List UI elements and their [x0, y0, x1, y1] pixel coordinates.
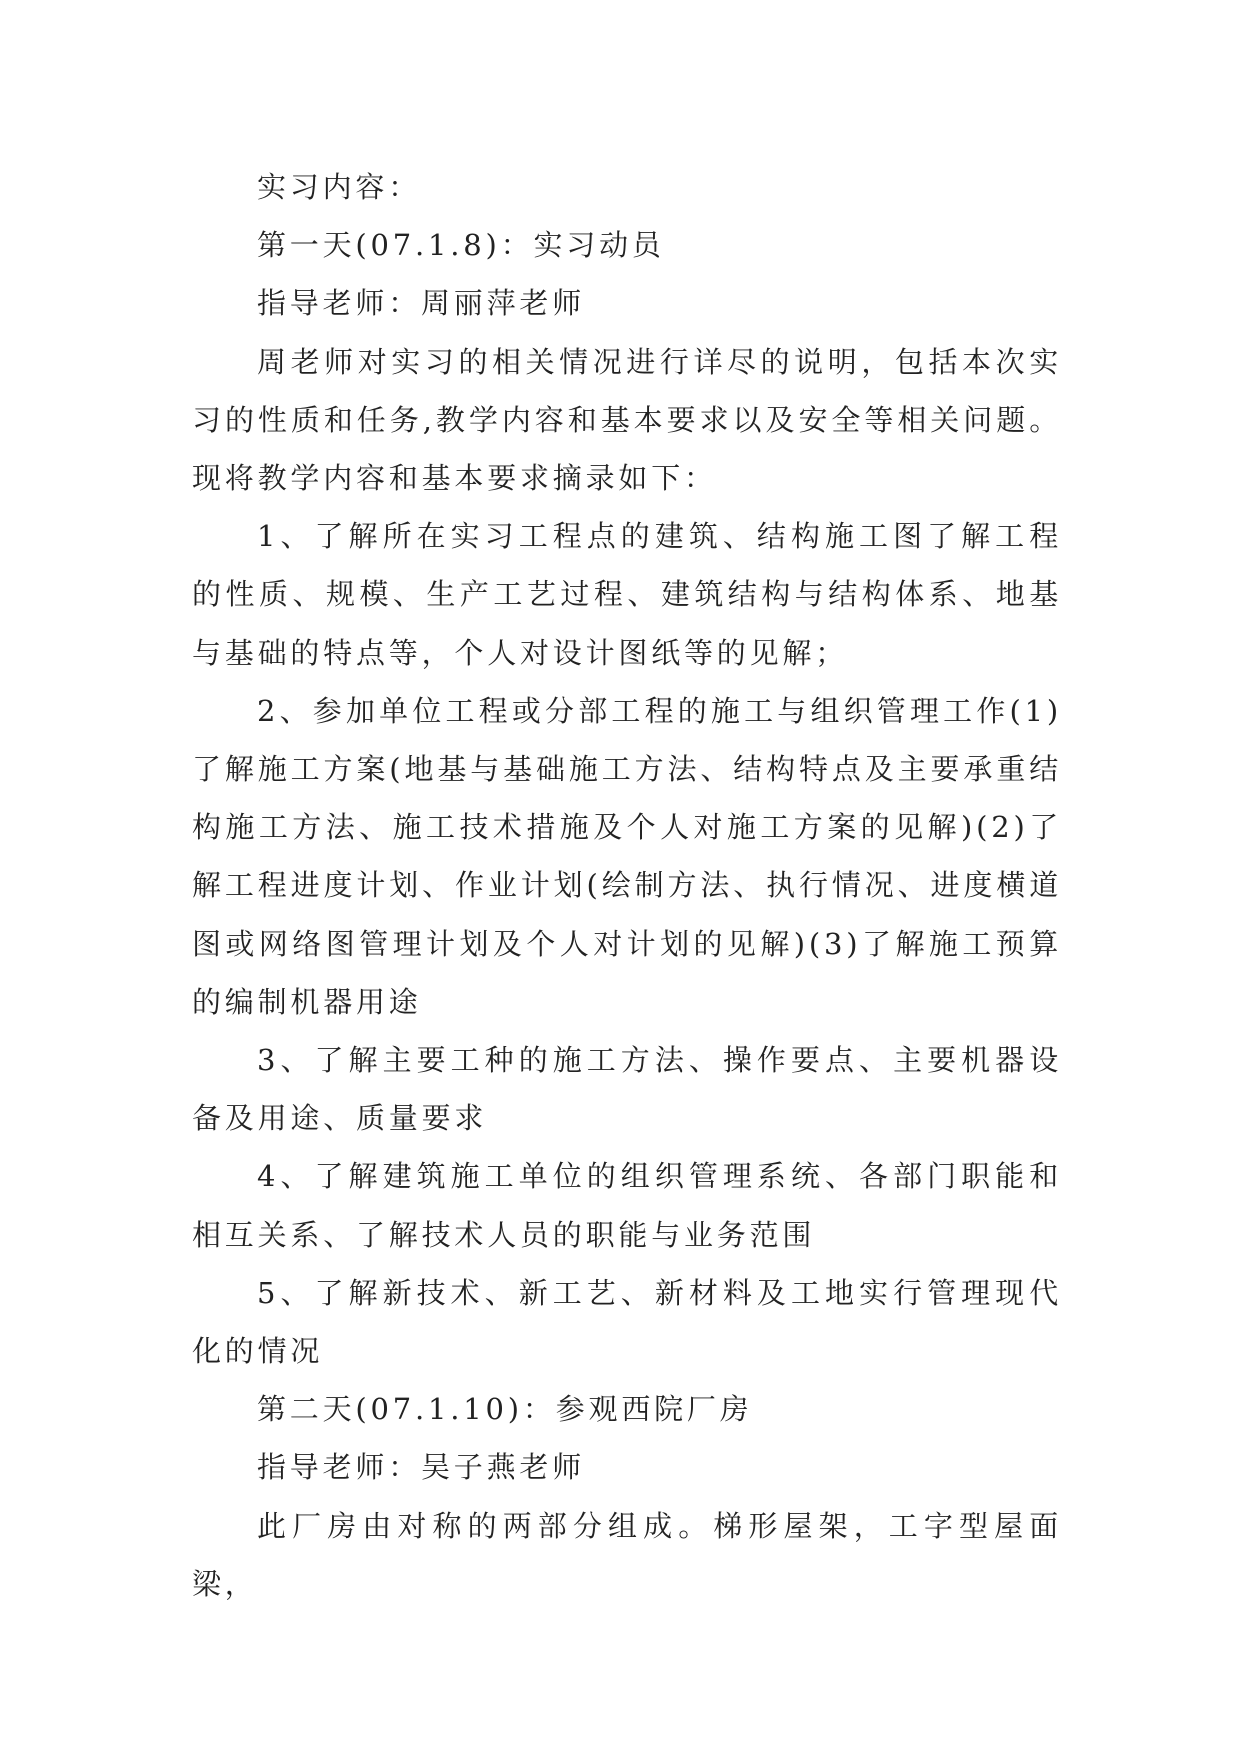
document-page [192, 158, 1062, 1613]
day-one-intro-paragraph: 周老师对实习的相关情况进行详尽的说明，包括本次实习的性质和任务,教学内容和基本要求以及安全等相关问题。现将教学内容和基本要求摘录如下： [192, 344, 1062, 496]
requirement-item-2: 2、参加单位工程或分部工程的施工与组织管理工作(1)了解施工方案(地基与基础施工方法、结构特点及主要承重结构施工方法、施工技术措施及个人对施工方案的见解)(2)了解工程进度计划、作业计划(绘制方法、执行情况、进度横道图或网络图管理计划及个人对计划的见解)(3)了解施工预算的编制机器用途 [192, 693, 1062, 1019]
day-one-instructor: 指导老师：周丽萍老师 [257, 286, 586, 321]
requirement-item-4: 4、了解建筑施工单位的组织管理系统、各部门职能和相互关系、了解技术人员的职能与业务范围 [192, 1159, 1062, 1252]
section-heading-content: 实习内容： [257, 170, 422, 204]
day-two-instructor: 指导老师：吴子燕老师 [257, 1450, 586, 1485]
day-two-heading: 第二天(07.1.10)：参观西院厂房 [257, 1392, 753, 1427]
day-two-paragraph: 此厂房由对称的两部分组成。梯形屋架，工字型屋面梁， [192, 1508, 1062, 1601]
requirement-item-3: 3、了解主要工种的施工方法、操作要点、主要机器设备及用途、质量要求 [192, 1043, 1062, 1136]
requirement-item-1: 1、了解所在实习工程点的建筑、结构施工图了解工程的性质、规模、生产工艺过程、建筑结构与结构体系、地基与基础的特点等，个人对设计图纸等的见解； [192, 519, 1062, 670]
requirement-item-5: 5、了解新技术、新工艺、新材料及工地实行管理现代化的情况 [192, 1275, 1062, 1369]
day-one-heading: 第一天(07.1.8)：实习动员 [257, 228, 665, 263]
